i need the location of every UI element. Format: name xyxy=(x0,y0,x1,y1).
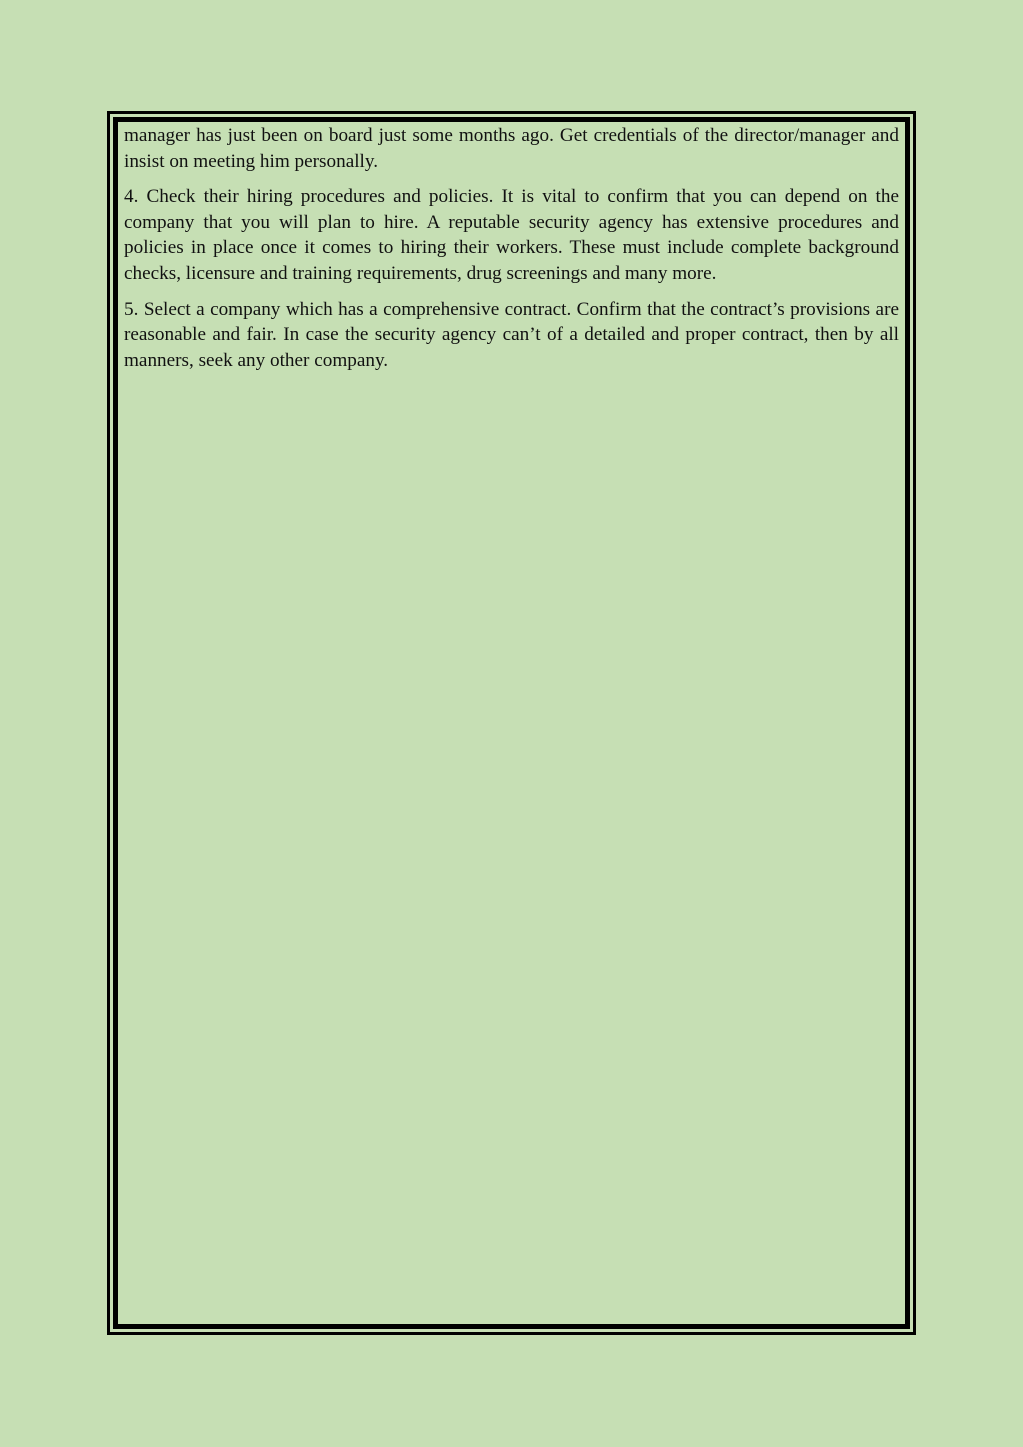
paragraph-point-4: 4. Check their hiring procedures and policies. It is vital to confirm that you can depend on the company that you will plan to hire. A reputable security agency has extensive procedures and policies in place once it comes to hiring their workers. These must include complete background checks, licensure and training requirements, drug screenings and many more. xyxy=(124,186,899,284)
paragraph-point-5: 5. Select a company which has a comprehensive contract. Confirm that the contract’s provisions are reasonable and fair. In case the security agency can’t of a detailed and proper contract, then by all manners, seek any other company. xyxy=(124,298,899,371)
paragraph-continued: manager has just been on board just some months ago. Get credentials of the director/manager and insist on meeting him personally. xyxy=(124,125,899,172)
document-body xyxy=(124,123,899,383)
